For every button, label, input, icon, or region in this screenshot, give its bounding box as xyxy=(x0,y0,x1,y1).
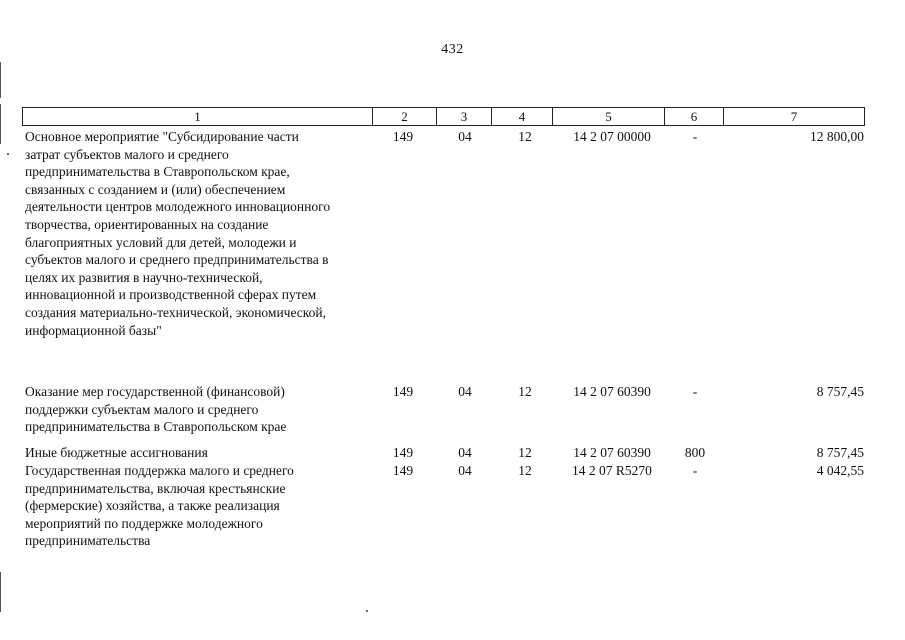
scan-dot xyxy=(366,610,368,612)
row-1-line: деятельности центров молодежного инновационного xyxy=(25,199,331,215)
row-1-line: творчества, ориентированных на создание xyxy=(25,216,269,232)
row-1-col-3: 04 xyxy=(458,129,472,144)
row-1-line: субъектов малого и среднего предпринимательства в xyxy=(25,252,329,268)
row-2-col-7: 8 757,45 xyxy=(816,384,864,399)
scan-margin-line-2 xyxy=(0,104,1,144)
row-2-col-2: 149 xyxy=(392,384,414,399)
row-1-line: создания материально-технической, экономической, xyxy=(25,304,327,320)
page-number: 432 xyxy=(441,42,464,57)
header-col-6: 6 xyxy=(664,108,723,125)
row-4-col-7: 4 042,55 xyxy=(816,463,864,478)
row-1-name xyxy=(25,128,375,339)
row-3-col-3: 04 xyxy=(458,445,472,460)
header-col-5: 5 xyxy=(552,108,664,125)
row-2-col-5: 14 2 07 60390 xyxy=(573,384,651,399)
row-4-col-4: 12 xyxy=(518,463,532,478)
row-2-col-3: 04 xyxy=(458,384,472,399)
row-1-col-6: - xyxy=(692,129,698,144)
row-1-line: связанных с созданием и (или) обеспечением xyxy=(25,181,286,197)
row-1-line: информационной базы" xyxy=(25,322,162,338)
row-4-line: (фермерские) хозяйства, а также реализация xyxy=(25,498,280,514)
header-col-3: 3 xyxy=(436,108,491,125)
row-2-col-4: 12 xyxy=(518,384,532,399)
row-3-col-7: 8 757,45 xyxy=(816,445,864,460)
scan-dot xyxy=(7,153,9,155)
header-col-1: 1 xyxy=(194,109,201,124)
row-1-line: затрат субъектов малого и среднего xyxy=(25,146,229,162)
row-2-line: предпринимательства в Ставропольском крае xyxy=(25,419,287,435)
row-1-line: благоприятных условий для детей, молодежи и xyxy=(25,234,297,250)
row-1-col-5: 14 2 07 00000 xyxy=(573,129,651,144)
row-4-col-3: 04 xyxy=(458,463,472,478)
row-2-col-6: - xyxy=(692,384,698,399)
header-col-2: 2 xyxy=(372,108,436,125)
row-2-line: поддержки субъектам малого и среднего xyxy=(25,401,259,417)
scan-margin-line-1 xyxy=(0,62,1,98)
row-4-line: предпринимательства xyxy=(25,533,151,549)
header-col-7: 7 xyxy=(723,108,864,125)
row-1-line: целях их развития в научно-технической, xyxy=(25,269,263,285)
row-2-name xyxy=(25,383,375,436)
row-4-col-2: 149 xyxy=(392,463,414,478)
row-1-col-4: 12 xyxy=(518,129,532,144)
row-1-line: предпринимательства в Ставропольском крае, xyxy=(25,164,290,180)
scan-margin-line-3 xyxy=(0,572,1,612)
row-3-col-5: 14 2 07 60390 xyxy=(573,445,651,460)
row-1-line: инновационной и производственной сферах путем xyxy=(25,287,317,303)
row-3-col-2: 149 xyxy=(392,445,414,460)
row-4-col-5: 14 2 07 R5270 xyxy=(572,463,652,478)
row-1-line: Основное мероприятие "Субсидирование части xyxy=(25,129,299,144)
row-3-line: Иные бюджетные ассигнования xyxy=(25,445,208,460)
table-header-row xyxy=(22,107,865,126)
row-4-name xyxy=(25,462,375,550)
row-3-name xyxy=(25,444,375,462)
row-1-col-2: 149 xyxy=(392,129,414,144)
row-4-line: мероприятий по поддержке молодежного xyxy=(25,515,263,531)
row-4-col-6: - xyxy=(692,463,698,478)
row-4-line: Государственная поддержка малого и среднего xyxy=(25,463,294,478)
row-3-col-4: 12 xyxy=(518,445,532,460)
row-4-line: предпринимательства, включая крестьянские xyxy=(25,480,286,496)
row-2-line: Оказание мер государственной (финансовой) xyxy=(25,384,285,399)
row-1-col-7: 12 800,00 xyxy=(810,129,864,144)
row-3-col-6: 800 xyxy=(684,445,706,460)
header-col-4: 4 xyxy=(491,108,552,125)
